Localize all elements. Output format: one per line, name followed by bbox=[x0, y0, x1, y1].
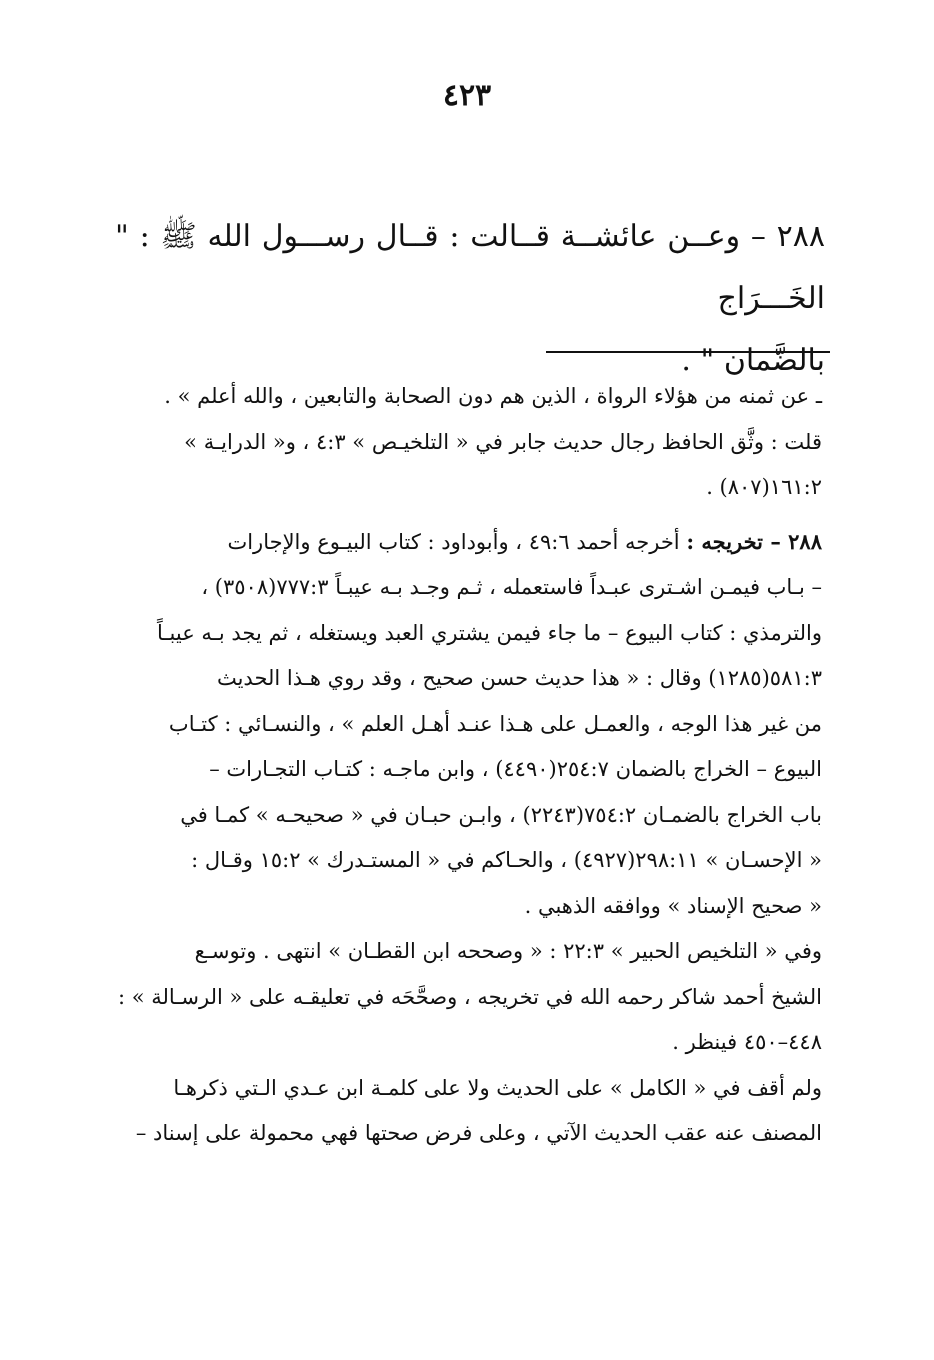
footnote-line: الشيخ أحمد شاكر رحمه الله في تخريجه ، وصحَّحَه في تعليقـه على « الرسـالة » : bbox=[117, 984, 822, 1009]
footnote-line: ٥٨١:٣(١٢٨٥) وقال : « هذا حديث حسن صحيح ، وقد روي هـذا الحديث bbox=[216, 666, 822, 690]
hadith-line-2: بالضَّمان " . bbox=[681, 343, 825, 378]
footnote-line: ١٦١:٢(٨٠٧) . bbox=[706, 475, 822, 499]
footnote-line: ولم أقف في « الكامل » على الحديث ولا على كلمـة ابن عـدي الـتي ذكرهـا bbox=[173, 1075, 822, 1100]
hadith-text bbox=[115, 206, 825, 392]
footnote-line: « الإحسـان » ٢٩٨:١١(٤٩٢٧) ، والحـاكم في « المستـدرك » ١٥:٢ وقـال : bbox=[191, 848, 822, 872]
page-number: ٤٢٣ bbox=[442, 78, 492, 113]
footnote-line: والترمذي : كتاب البيوع – ما جاء فيمن يشتري العبد ويستغله ، ثم يجد بـه عيبـاً bbox=[157, 620, 822, 645]
footnote-line: ـ عن ثمنه من هؤلاء الرواة ، الذين هم دون الصحابة والتابعين ، والله أعلم » . bbox=[164, 384, 822, 408]
footnote-line: من غير هذا الوجه ، والعمـل على هـذا عنـد أهـل العلم » ، والنسـائي : كتـاب bbox=[168, 711, 822, 736]
footnotes bbox=[110, 374, 822, 1157]
footnote-line: – بـاب فيمـن اشـترى عبـداً فاستعمله ، ثـم وجـد بـه عيبـاً ٧٧٧:٣(٣٥٠٨) ، bbox=[201, 575, 822, 599]
footnote-line: قلت : وثَّق الحافظ رجال حديث جابر في « التلخيـص » ٤:٣ ، و« الدرايـة » bbox=[184, 429, 822, 454]
hadith-line-1: ٢٨٨ – وعــن عائشــة قــالت : قــال رســـول الله ﷺ : " الخَـــرَاج bbox=[115, 219, 825, 316]
footnote-text: أخرجه أحمد ٤٩:٦ ، وأبوداود : كتاب البيـوع والإجارات bbox=[227, 529, 687, 554]
footnote-line: « صحيح الإسناد » ووافقه الذهبي . bbox=[524, 893, 822, 918]
footnote-number: ٢٨٨ – تخريجه : bbox=[686, 528, 822, 554]
footnote-line: ٤٤٨–٤٥٠ فينظر . bbox=[672, 1030, 822, 1054]
footnote-line: المصنف عنه عقب الحديث الآتي ، وعلى فرض صحتها فهي محمولة على إسناد – bbox=[135, 1121, 822, 1145]
footnote-gap bbox=[110, 511, 822, 519]
footnote-separator bbox=[546, 351, 830, 353]
footnote-line bbox=[110, 519, 822, 566]
footnote-line: باب الخراج بالضمـان ٧٥٤:٢(٢٢٤٣) ، وابـن حبـان في « صحيحـه » كمـا في bbox=[180, 802, 822, 827]
footnote-line: وفي « التلخيص الحبير » ٢٢:٣ : « وصححه ابن القطـان » انتهى . وتوسـع bbox=[194, 939, 822, 963]
footnote-line: البيوع – الخراج بالضمان ٢٥٤:٧(٤٤٩٠) ، وابن ماجـه : كتـاب التجـارات – bbox=[209, 757, 822, 781]
